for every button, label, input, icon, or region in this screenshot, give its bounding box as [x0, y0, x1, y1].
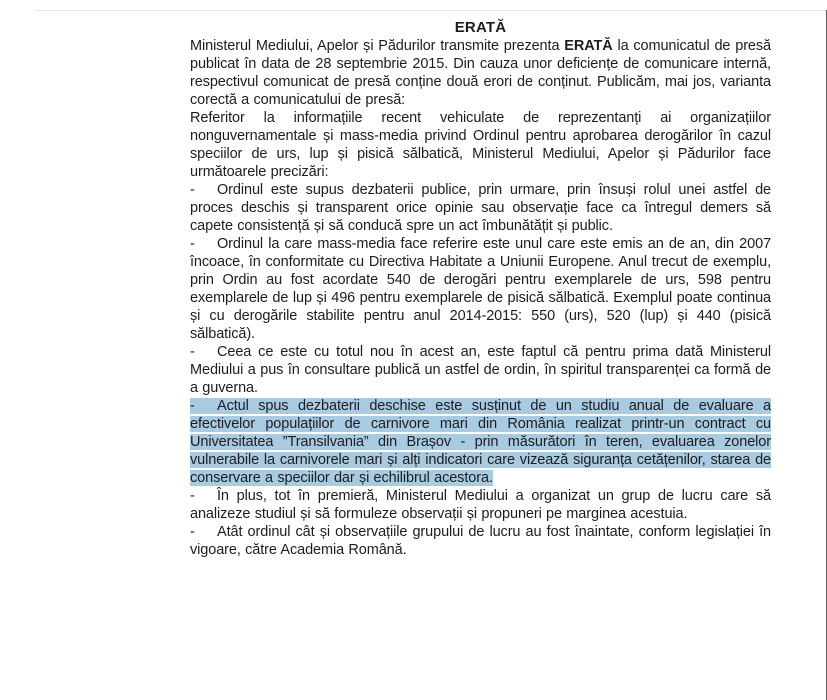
- bullet-dash: -: [190, 344, 195, 360]
- bullet-dash: -: [190, 398, 195, 414]
- intro-text-end: la comunicatul de presă publicat în data de 28 septembrie 2015. Din cauza unor deficiențe de comunicare internă, respectivul comunicat de presă conține două erori de conținut. Publicăm, mai jos, varianta corectă a comunicatului de presă:: [190, 38, 771, 108]
- bullet-dash: -: [190, 524, 195, 540]
- bullet-item: [190, 523, 771, 559]
- paragraph-intro: [190, 37, 771, 109]
- bullet-text: Ordinul la care mass-media face referire este unul care este emis an de an, din 2007 încoace, în conformitate cu Directiva Habitate a Uniunii Europene. Anul trecut de exemplu, prin Ordin au fost acordate 540 de derogări pentru exemplarele de urs, 598 pentru exemplarele de lup și 496 pentru exemplarele de pisică sălbatică. Exemplul poate continua și cu derogările stabilite pentru anul 2014-2015: 550 (urs), 520 (lup) și 440 (pisică sălbatică).: [190, 236, 771, 342]
- bullet-item: [190, 487, 771, 523]
- bullet-text: În plus, tot în premieră, Ministerul Mediului a organizat un grup de lucru care să analizeze studiul și să formuleze observații și propuneri pe marginea acestuia.: [190, 488, 771, 522]
- bullet-text: Ordinul este supus dezbaterii publice, prin urmare, prin însuși rolul unei astfel de proces deschis și transparent orice opinie sau observație face ca întregul demers să capete consistență și să conducă spre un act îmbunătățit și public.: [190, 182, 771, 234]
- bullet-dash: -: [190, 488, 195, 504]
- bullet-item: [190, 397, 771, 487]
- document-body: [190, 0, 771, 559]
- bullet-item: [190, 181, 771, 235]
- paragraph-referitor: Referitor la informațiile recent vehiculate de reprezentanți ai organizațiilor nonguvernamentale și mass-media privind Ordinul pentru aprobarea derogărilor în cazul speciilor de urs, lup și pisică sălbatică, Ministerul Mediului, Apelor și Pădurilor face următoarele precizări:: [190, 110, 771, 180]
- bullet-text: Ceea ce este cu totul nou în acest an, este faptul că pentru prima dată Ministerul Mediului a pus în consultare publică un astfel de ordin, în spiritul transparenței ca formă de a guverna.: [190, 344, 771, 396]
- bullet-item: [190, 343, 771, 397]
- bullet-text: Atât ordinul cât și observațiile grupului de lucru au fost înaintate, conform legislației în vigoare, către Academia Română.: [190, 524, 771, 558]
- intro-bold-word: ERATĂ: [564, 38, 613, 54]
- bullet-dash: -: [190, 236, 195, 252]
- intro-text-start: Ministerul Mediului, Apelor și Pădurilor transmite prezenta: [190, 38, 565, 54]
- document-title: ERATĂ: [454, 19, 507, 36]
- bullet-dash: -: [190, 182, 195, 198]
- highlighted-passage: [190, 398, 771, 486]
- bullet-text: Actul spus dezbaterii deschise este susținut de un studiu anual de evaluare a efectivelor populațiilor de carnivore mari din România realizat printr-un contract cu Universitatea ”Transilvania” din Brașov - prin măsurători în teren, evaluarea zonelor vulnerabile la carnivorele mari și alți indicatori care vizează siguranța cetățenilor, starea de conservare a speciilor dar și echilibrul acestora.: [190, 398, 771, 486]
- bullet-item: [190, 235, 771, 343]
